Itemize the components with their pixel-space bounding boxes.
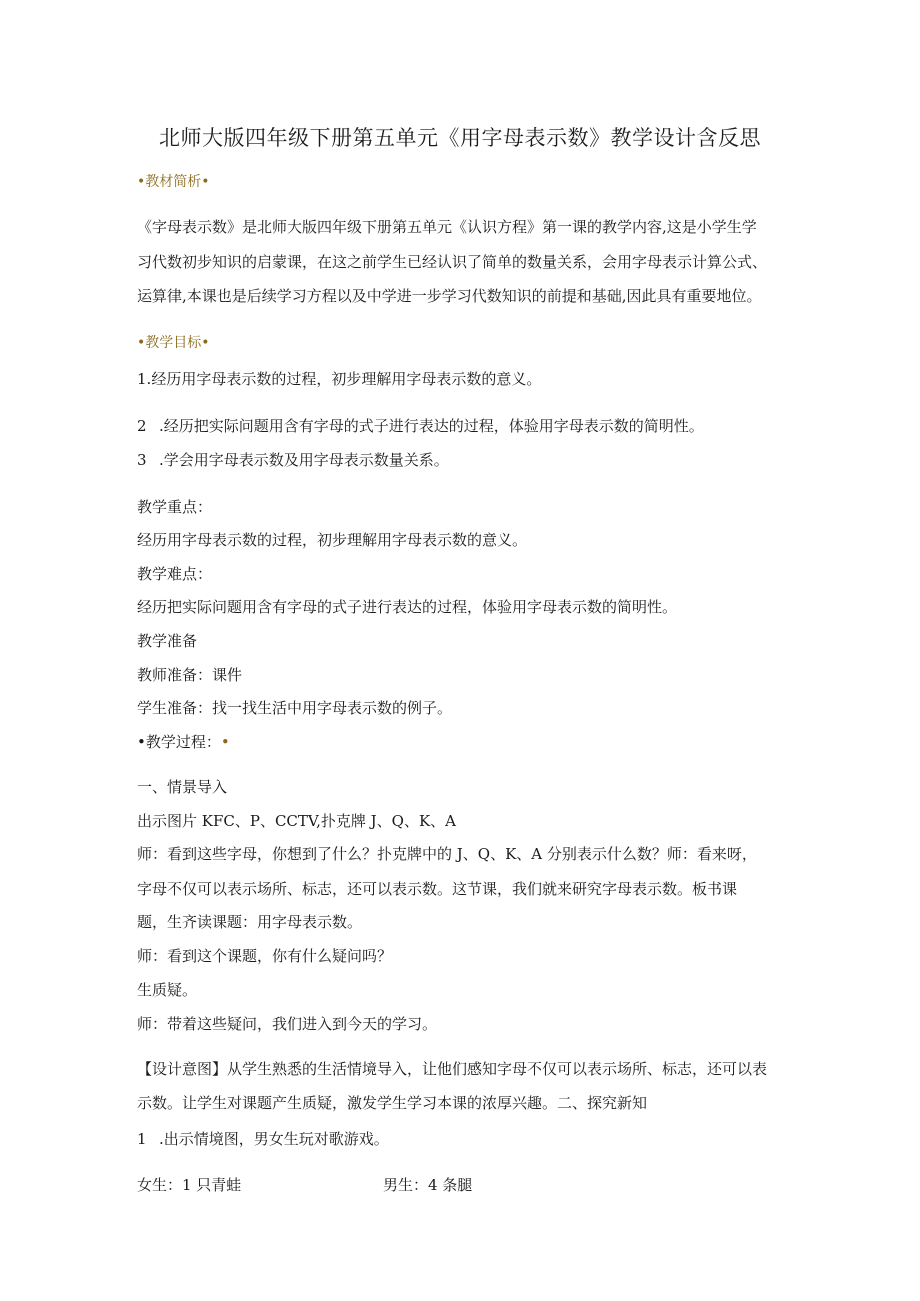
analysis-line-2: 习代数初步知识的启蒙课，在这之前学生已经认识了简单的数量关系，会用字母表示计算公式、 [137, 253, 768, 271]
process-line-4: 题，生齐读课题：用字母表示数。 [137, 913, 363, 931]
boy-line: 男生：4 条腿 [383, 1176, 473, 1194]
goal-item-3 [137, 450, 449, 470]
goal-item-2 [137, 416, 704, 436]
teacher-preparation: 教师准备：课件 [137, 666, 243, 684]
goal-item-number: 1. [137, 370, 152, 388]
process-heading [137, 732, 230, 752]
process-line-6: 生质疑。 [137, 981, 198, 999]
step-text: .出示情境图，男女生玩对歌游戏。 [159, 1130, 389, 1148]
process-heading-label: •教学过程： [137, 733, 221, 751]
girl-line: 女生：1 只青蛙 [137, 1176, 242, 1194]
analysis-line-1: 《字母表示数》是北师大版四年级下册第五单元《认识方程》第一课的教学内容,这是小学生学 [137, 218, 757, 236]
step-1 [137, 1129, 389, 1149]
goal-item-text: .学会用字母表示数及用字母表示数量关系。 [159, 451, 449, 469]
process-line-3: 字母不仅可以表示场所、标志，还可以表示数。这节课，我们就来研究字母表示数。板书课 [137, 880, 738, 898]
design-intent-line-1: 【设计意图】从学生熟悉的生活情境导入，让他们感知字母不仅可以表示场所、标志，还可以表 [137, 1060, 768, 1078]
section-heading-goals: •教学目标• [137, 335, 210, 351]
analysis-line-3: 运算律,本课也是后续学习方程以及中学进一步学习代数知识的前提和基础,因此具有重要地位。 [137, 287, 762, 305]
goal-item-number: 3 [137, 451, 147, 469]
document-title: 北师大版四年级下册第五单元《用字母表示数》教学设计含反思 [159, 126, 761, 150]
key-points-text: 经历用字母表示数的过程，初步理解用字母表示数的意义。 [137, 531, 528, 549]
section-heading-analysis: •教材简析• [137, 174, 210, 190]
process-line-2: 师：看到这些字母，你想到了什么？扑克牌中的 J、Q、K、A 分别表示什么数？师：看来呀， [137, 845, 757, 863]
step-number: 1 [137, 1130, 147, 1148]
process-line-7: 师：带着这些疑问，我们进入到今天的学习。 [137, 1015, 438, 1033]
process-line-1: 出示图片 KFC、P、CCTV,扑克牌 J、Q、K、A [137, 812, 457, 830]
process-heading-dot: • [220, 733, 230, 751]
goal-item-number: 2 [137, 417, 147, 435]
goal-item-text: .经历把实际问题用含有字母的式子进行表达的过程，体验用字母表示数的简明性。 [159, 417, 704, 435]
student-preparation: 学生准备：找一找生活中用字母表示数的例子。 [137, 699, 453, 717]
difficult-points-text: 经历把实际问题用含有字母的式子进行表达的过程，体验用字母表示数的简明性。 [137, 598, 678, 616]
process-line-5: 师：看到这个课题，你有什么疑问吗？ [137, 947, 393, 965]
difficult-points-label: 教学难点： [137, 565, 213, 583]
part1-title: 一、情景导入 [137, 778, 228, 796]
goal-item-1 [137, 369, 541, 389]
goal-item-text: 经历用字母表示数的过程，初步理解用字母表示数的意义。 [151, 370, 542, 388]
preparation-label: 教学准备 [137, 632, 198, 650]
key-points-label: 教学重点： [137, 498, 213, 516]
design-intent-line-2: 示数。让学生对课题产生质疑，激发学生学习本课的浓厚兴趣。二、探究新知 [137, 1094, 648, 1112]
